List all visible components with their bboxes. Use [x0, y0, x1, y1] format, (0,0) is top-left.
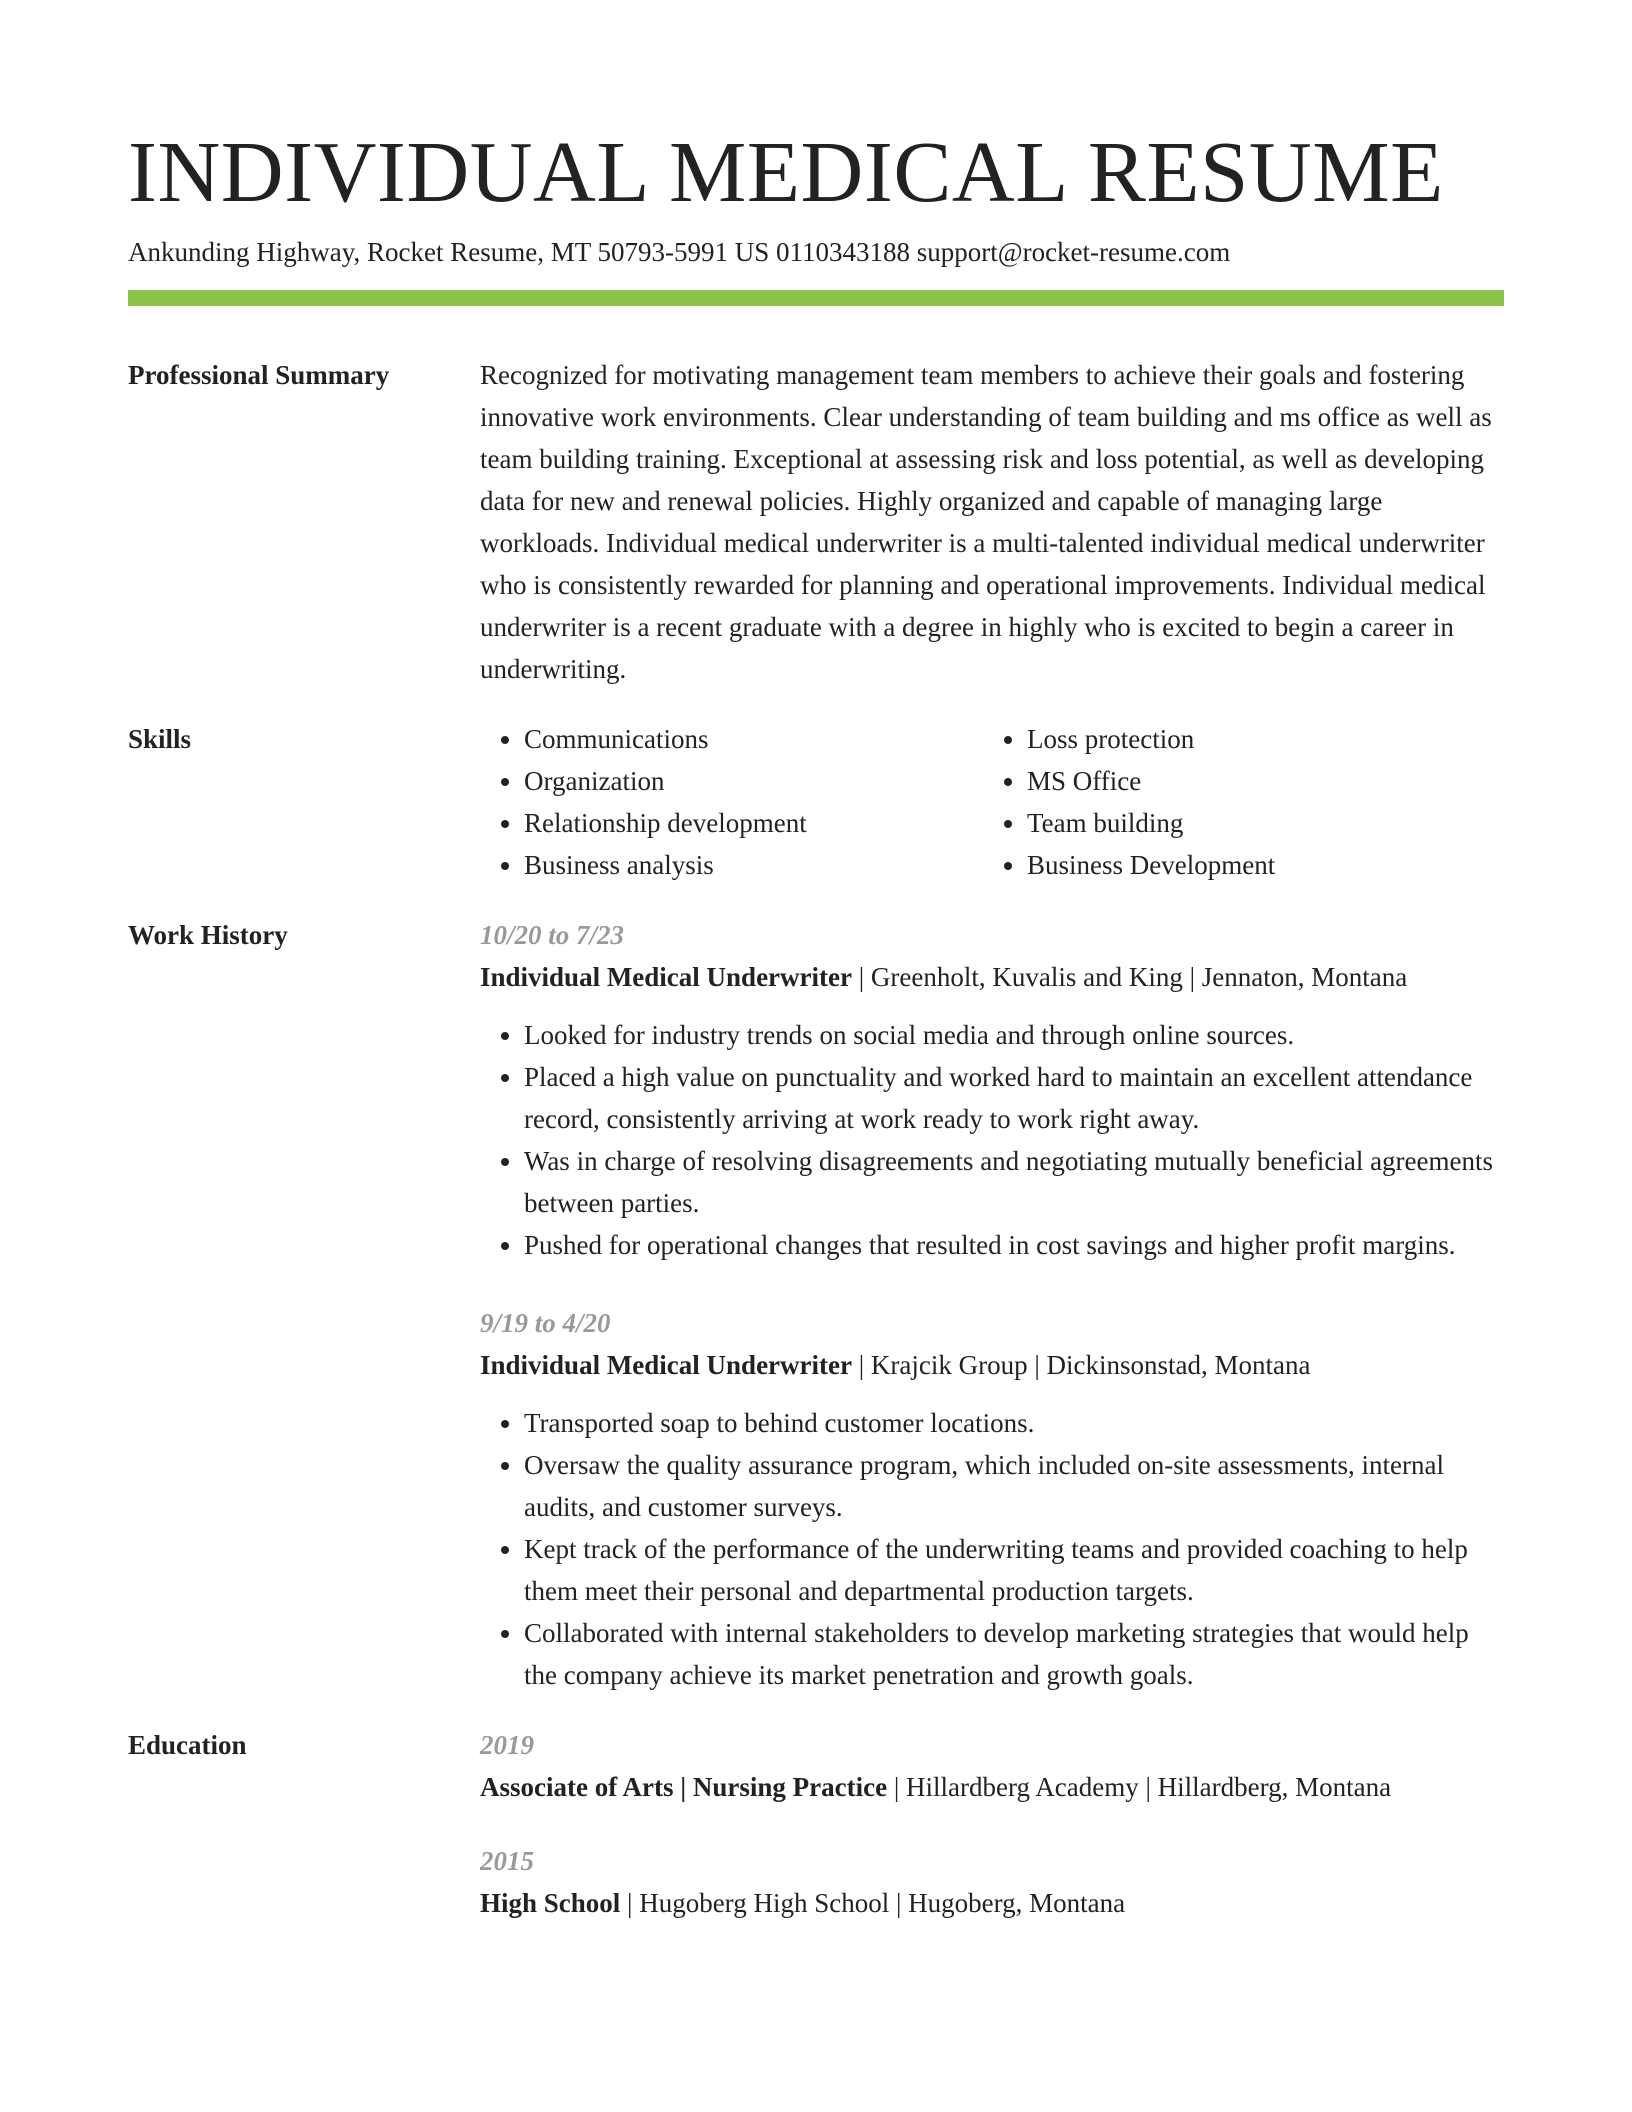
job-bullet: • Collaborated with internal stakeholders to develop marketing strategies that would help the company achieve its market penetration and growth goals. — [524, 1612, 1504, 1696]
job-bullet: • Kept track of the performance of the underwriting teams and provided coaching to help them meet their personal and departmental production targets. — [524, 1528, 1504, 1612]
education-school: Hillardberg Academy — [906, 1772, 1139, 1802]
section-heading-skills: Skills — [128, 724, 192, 754]
separator: | — [887, 1772, 907, 1802]
separator: | — [852, 962, 871, 992]
section-heading-summary: Professional Summary — [128, 360, 390, 390]
job-location: Dickinsonstad, Montana — [1046, 1350, 1311, 1380]
education-entry — [480, 1724, 1504, 1808]
work-history-section — [128, 914, 1504, 1696]
education-section — [128, 1724, 1504, 1956]
job-bullet: • Transported soap to behind customer locations. — [524, 1402, 1504, 1444]
job-title-line — [480, 1344, 1504, 1386]
job-bullet: • Oversaw the quality assurance program, which included on-site assessments, internal audits, and customer surveys. — [524, 1444, 1504, 1528]
job-entry — [480, 914, 1504, 1266]
skill-item: • Loss protection — [1027, 718, 1275, 760]
separator: | — [1182, 962, 1202, 992]
education-school: Hugoberg High School — [639, 1888, 890, 1918]
skill-item: • Team building — [1027, 802, 1275, 844]
job-dates: 9/19 to 4/20 — [480, 1308, 611, 1338]
resume-title: INDIVIDUAL MEDICAL RESUME — [128, 123, 1444, 220]
education-line — [480, 1882, 1504, 1924]
job-title: Individual Medical Underwriter — [480, 1350, 852, 1380]
skill-item: • Organization — [524, 760, 983, 802]
job-title: Individual Medical Underwriter — [480, 962, 852, 992]
education-location: Hugoberg, Montana — [908, 1888, 1126, 1918]
skill-item: • Business analysis — [524, 844, 983, 886]
resume-page — [128, 122, 1504, 1956]
education-degree: High School — [480, 1888, 621, 1918]
contact-line — [128, 234, 1504, 270]
summary-text: Recognized for motivating management team members to achieve their goals and fostering innovative work environments. Clear understanding of team building and ms office as well as team building training. Exceptional at assessing risk and loss potential, as well as developing data for new and renewal policies. Highly organized and capable of managing large workloads. Individual medical underwriter is a multi-talented individual medical underwriter who is consistently rewarded for planning and operational improvements. Individual medical underwriter is a recent graduate with a degree in highly who is excited to begin a career in underwriting. — [480, 360, 1492, 684]
education-location: Hillardberg, Montana — [1157, 1772, 1392, 1802]
skill-item: • Business Development — [1027, 844, 1275, 886]
separator: | — [1138, 1772, 1158, 1802]
job-dates: 10/20 to 7/23 — [480, 920, 625, 950]
separator: | — [620, 1888, 640, 1918]
job-bullets — [480, 1014, 1504, 1266]
job-bullet: • Placed a high value on punctuality and worked hard to maintain an excellent attendance record, consistently arriving at work ready to work right away. — [524, 1056, 1504, 1140]
job-bullets — [480, 1402, 1504, 1696]
accent-divider — [128, 290, 1504, 306]
skill-item: • MS Office — [1027, 760, 1275, 802]
contact-email: support@rocket-resume.com — [916, 237, 1231, 267]
contact-address: Ankunding Highway, Rocket Resume, MT 50793-5991 US — [128, 237, 770, 267]
separator: | — [889, 1888, 909, 1918]
education-year: 2019 — [480, 1730, 534, 1760]
job-title-line — [480, 956, 1504, 998]
section-heading-work: Work History — [128, 920, 288, 950]
skills-section — [128, 718, 1504, 886]
job-location: Jennaton, Montana — [1201, 962, 1408, 992]
skills-list-right — [983, 718, 1275, 886]
job-entry — [480, 1302, 1504, 1696]
education-line — [480, 1766, 1504, 1808]
contact-phone: 0110343188 — [775, 237, 910, 267]
skill-item: • Relationship development — [524, 802, 983, 844]
summary-section — [128, 354, 1504, 690]
job-company: Greenholt, Kuvalis and King — [870, 962, 1183, 992]
section-heading-education: Education — [128, 1730, 247, 1760]
job-bullet: • Looked for industry trends on social media and through online sources. — [524, 1014, 1504, 1056]
job-company: Krajcik Group — [870, 1350, 1028, 1380]
education-entry — [480, 1840, 1504, 1924]
separator: | — [1027, 1350, 1047, 1380]
skill-item: • Communications — [524, 718, 983, 760]
education-year: 2015 — [480, 1846, 534, 1876]
skills-list-left — [480, 718, 983, 886]
job-bullet: • Was in charge of resolving disagreements and negotiating mutually beneficial agreements between parties. — [524, 1140, 1504, 1224]
education-degree: Associate of Arts | Nursing Practice — [480, 1772, 888, 1802]
separator: | — [852, 1350, 871, 1380]
job-bullet: • Pushed for operational changes that resulted in cost savings and higher profit margins. — [524, 1224, 1504, 1266]
